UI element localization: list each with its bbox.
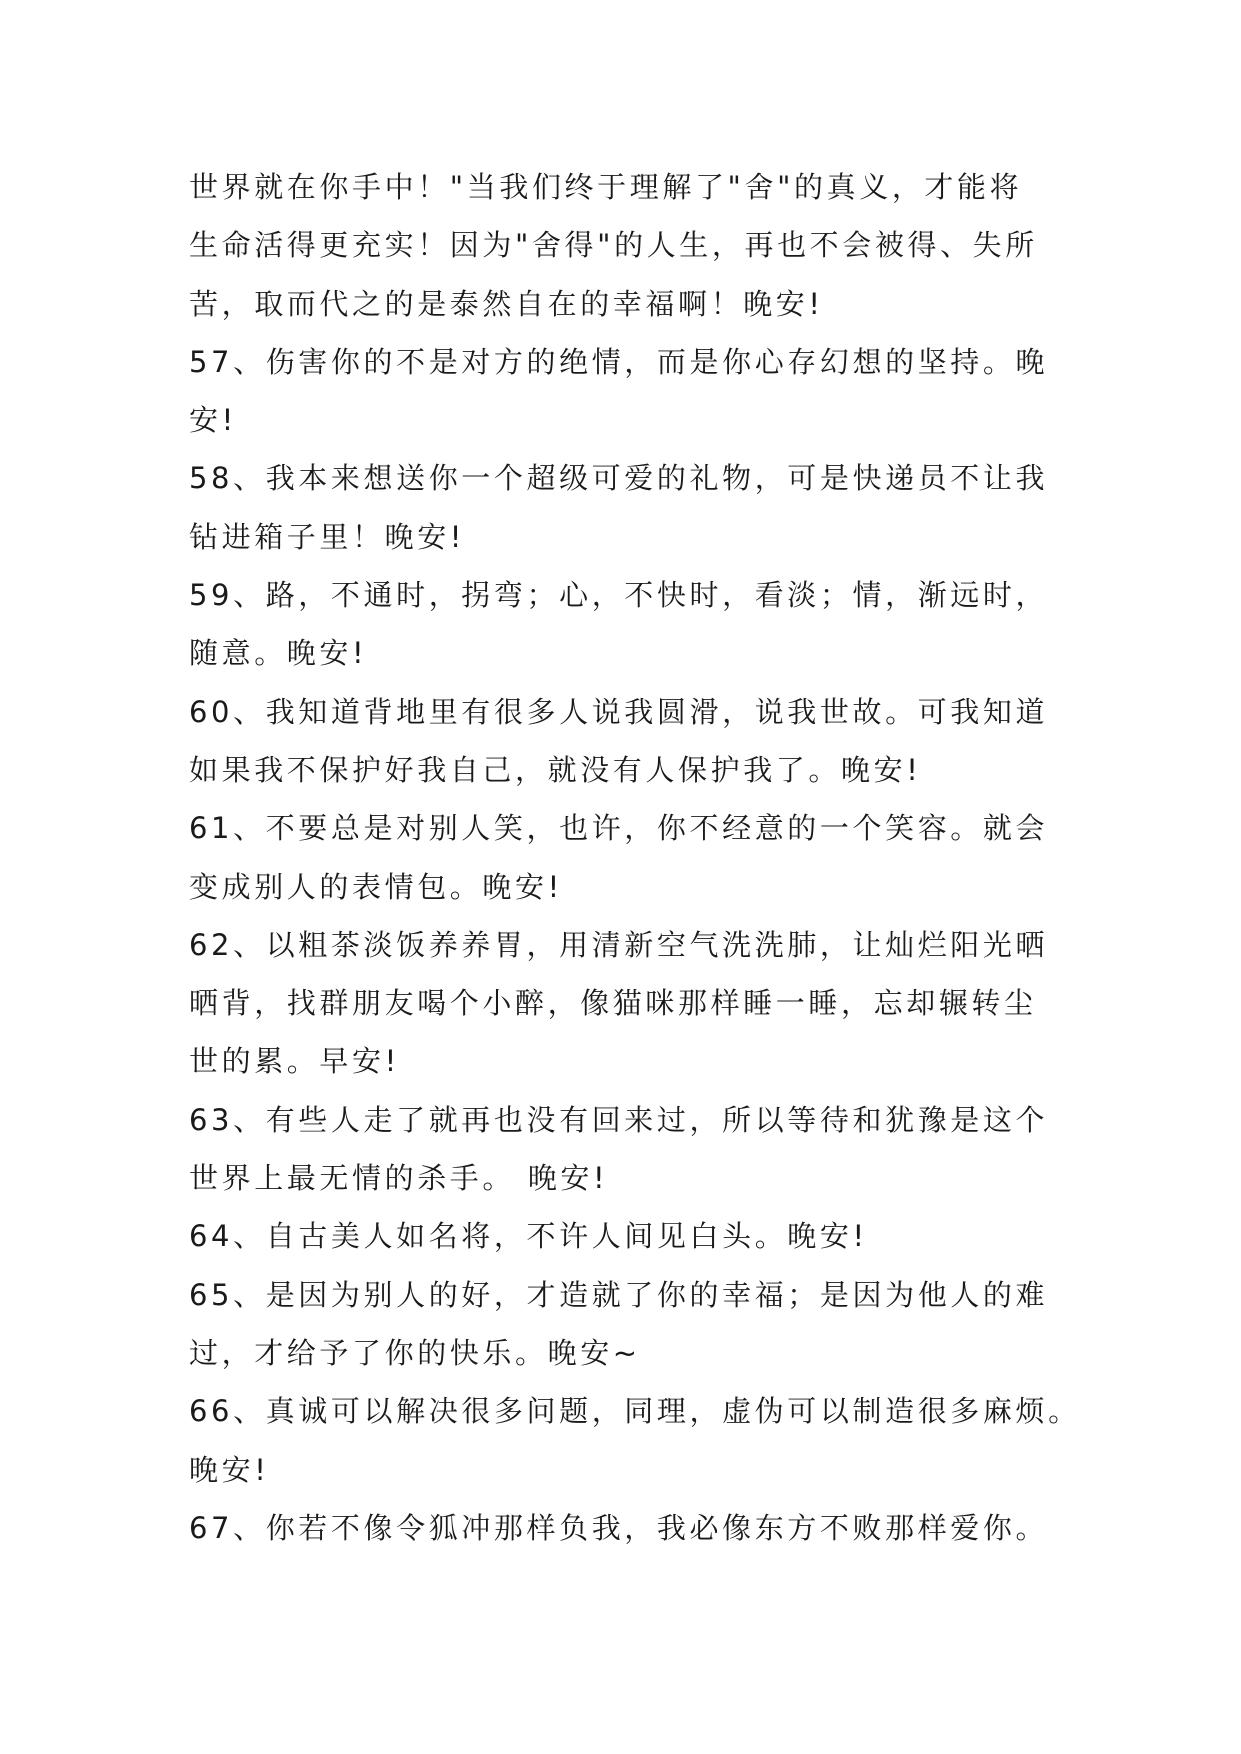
text-line: 过，才给予了你的快乐。晚安~ <box>189 1335 641 1370</box>
text-line: 57、伤害你的不是对方的绝情，而是你心存幻想的坚持。晚 <box>189 344 1049 379</box>
text-line: 61、不要总是对别人笑，也许，你不经意的一个笑容。就会 <box>189 811 1049 846</box>
text-line: 63、有些人走了就再也没有回来过，所以等待和犹豫是这个 <box>189 1102 1049 1137</box>
text-line: 苦，取而代之的是泰然自在的幸福啊！晚安! <box>189 286 824 321</box>
text-line: 晚安! <box>189 1452 270 1487</box>
text-line: 世界上最无情的杀手。 晚安! <box>189 1161 609 1196</box>
text-line: 65、是因为别人的好，才造就了你的幸福；是因为他人的难 <box>189 1277 1049 1312</box>
text-line: 64、自古美人如名将，不许人间见白头。晚安! <box>189 1219 868 1254</box>
text-line: 晒背，找群朋友喝个小醉，像猫咪那样睡一睡，忘却辗转尘 <box>189 986 1037 1021</box>
text-line: 变成别人的表情包。晚安! <box>189 869 563 904</box>
text-line: 58、我本来想送你一个超级可爱的礼物，可是快递员不让我 <box>189 461 1049 496</box>
text-line: 安! <box>189 403 237 438</box>
text-line: 世界就在你手中！"当我们终于理解了"舍"的真义，才能将 <box>189 170 1023 204</box>
text-line: 66、真诚可以解决很多问题，同理，虚伪可以制造很多麻烦。 <box>189 1394 1081 1429</box>
text-line: 62、以粗茶淡饭养养胃，用清新空气洗洗肺，让灿烂阳光晒 <box>189 927 1049 962</box>
text-line: 59、路，不通时，拐弯；心，不快时，看淡；情，渐远时， <box>189 578 1049 613</box>
text-line: 67、你若不像令狐冲那样负我，我必像东方不败那样爱你。 <box>189 1510 1049 1545</box>
text-line: 随意。晚安! <box>189 636 368 671</box>
text-line: 如果我不保护好我自己，就没有人保护我了。晚安! <box>189 752 922 787</box>
text-line: 世的累。早安! <box>189 1044 400 1079</box>
body-text <box>189 158 1089 1557</box>
text-line: 生命活得更充实！因为"舍得"的人生，再也不会被得、失所 <box>189 228 1038 263</box>
text-line: 60、我知道背地里有很多人说我圆滑，说我世故。可我知道 <box>189 694 1049 729</box>
text-line: 钻进箱子里！晚安! <box>189 519 466 554</box>
